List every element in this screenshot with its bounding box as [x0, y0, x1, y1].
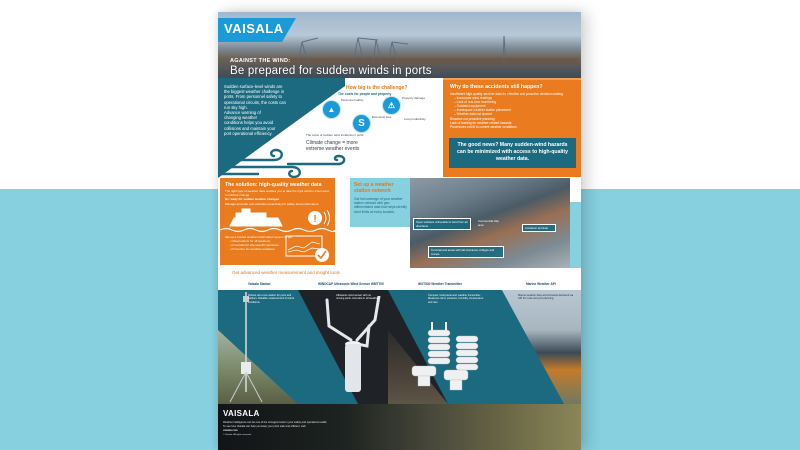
map-label-open-surfaces: Open surfaces vulnerable to wind from all directions — [413, 218, 471, 230]
port-aerial-photo — [410, 178, 570, 268]
person-safety-icon: ▲ — [322, 100, 341, 119]
intro-paragraph-1: Sudden surface-level winds are the biggest weather challenge in ports. From personnel safety to operational circuits, the costs can run sky high. — [224, 84, 286, 110]
weather-station-mast-icon — [226, 292, 266, 404]
challenge-item-3: Economic loss — [372, 115, 392, 119]
map-label-container-terminal: Container terminal — [522, 224, 556, 232]
solution-bold-line: Be ready for sudden weather changes — [225, 197, 280, 201]
why-item: Insufficient high-quality weather data for effective and proactive decision-making — [450, 92, 563, 96]
product-label-wxt530: WXT530 Weather Transmitter — [418, 282, 463, 286]
good-news-box — [449, 138, 576, 168]
why-item: – Weather data not shared — [454, 112, 492, 117]
product-desc-wxt530: Compact multi-parameter weather transmitter. Measures wind, pressure, humidity, temperature and rain. — [428, 294, 484, 304]
why-title: Why do these accidents still happen? — [450, 84, 543, 90]
network-panel — [350, 178, 410, 227]
svg-text:!: ! — [313, 214, 317, 225]
vaisala-logo: VAISALA — [224, 21, 284, 36]
footer-link[interactable]: vaisala.com — [223, 429, 238, 432]
network-title: Set up a weather station network — [354, 182, 394, 194]
product-desc-wmt700: Ultrasonic wind sensor with no moving parts. Accurate in all weather. — [336, 294, 379, 301]
why-item: – Inaccurate wind readings — [454, 96, 493, 101]
product-desc-marine-api: Marine weather data and forecasts delivered via API for route and port planning. — [518, 294, 574, 301]
footer-line-1: Weather intelligence can be one of the strongest tools in your safety and operations toolkit. — [223, 421, 328, 424]
footer — [218, 404, 581, 450]
map-label-commercial-ship: Commercial ship area — [478, 219, 499, 227]
why-item: – Lack of real-time monitoring — [454, 100, 496, 105]
product-label-marine-api: Marine Weather API — [526, 282, 556, 286]
why-item: Reactive not proactive planning — [450, 116, 495, 121]
good-news-text: The good news? Many sudden-wind hazards can be minimized with access to high-quality weather data. — [457, 142, 568, 162]
solution-title: The solution: high-quality weather data — [225, 182, 322, 188]
tools-title: Get advanced weather measurement and insight tools — [232, 270, 340, 275]
challenge-subtitle: The costs for people and property — [338, 92, 392, 96]
why-item: Procedures not fit to current weather conditions — [450, 124, 517, 129]
solution-intro: The right type of weather data enables you to take the right actions when wind conditions change. — [225, 189, 329, 197]
solution-step-2-item: – Protection for sensitive locations — [229, 247, 275, 251]
solution-step-1: Manage and plan port activities proactively for safety and performance — [225, 202, 319, 206]
infographic-poster — [218, 12, 581, 450]
solution-step-2-item: – Forecasts for site-specific decisions — [229, 243, 279, 247]
solution-panel — [220, 178, 335, 265]
product-desc-station: Robust all-in-one station for ports and harbors. Reliable measurement in harsh conditions. — [248, 294, 295, 304]
products-band — [218, 290, 581, 404]
challenge-title: How big is the challenge? — [346, 85, 408, 91]
map-label-tall-structures: Terminal and areas with tall structures, bridges and cranes — [428, 246, 504, 258]
crane-silhouettes — [278, 34, 578, 64]
product-label-station: Vaisala Station — [248, 282, 271, 286]
network-text: Get full coverage of your weather station network with geo-differentiated data that helps identify wind limits at every location. — [354, 197, 407, 214]
climate-line-1: Climate change = more — [306, 140, 358, 146]
why-item: – Inadequate weather station placement — [454, 108, 511, 113]
product-label-wmt700: WINDCAP Ultrasonic Wind Sensor WMT700 — [318, 282, 384, 286]
solution-step-2-item: – Observations for all locations — [229, 239, 271, 243]
intro-paragraph-2: Advance warning of changing weather conditions helps you avoid collisions and maintain your port operational efficiency. — [224, 110, 276, 136]
wind-lines-icon — [218, 122, 348, 182]
climate-line-2: extreme weather events — [306, 146, 360, 152]
challenge-note: The costs of sudden wind incidents in ports — [306, 133, 364, 137]
why-item: – Outdated equipment — [454, 104, 486, 109]
footer-vaisala-logo: VAISALA — [223, 409, 260, 418]
weather-chart-check-icon — [284, 234, 332, 264]
challenge-item-4: Lost productivity — [404, 117, 426, 121]
solution-step-2-intro: Set up a trusted weather information system to get: — [225, 235, 293, 239]
page-title: Be prepared for sudden winds in ports — [230, 65, 432, 77]
cost-icon: S — [352, 114, 371, 133]
challenge-item-2: Property damage — [402, 96, 426, 100]
wxt530-weather-transmitter-icon — [408, 320, 488, 400]
damage-icon: ⚠ — [382, 96, 401, 115]
challenge-item-1: Personnel safety — [341, 98, 364, 102]
header-kicker: AGAINST THE WIND: — [230, 58, 291, 64]
why-list — [450, 92, 576, 129]
footer-line-2: To see how Vaisala can help you keep your ports safe and efficient, visit: — [223, 425, 307, 428]
ship-icon — [220, 208, 335, 234]
wmt700-wind-sensor-icon — [323, 296, 383, 396]
light-blue-strip — [570, 202, 581, 268]
footer-copyright: © Vaisala. All rights reserved. — [223, 434, 252, 436]
why-item: Lack of training for weather-related hazards — [450, 120, 512, 125]
